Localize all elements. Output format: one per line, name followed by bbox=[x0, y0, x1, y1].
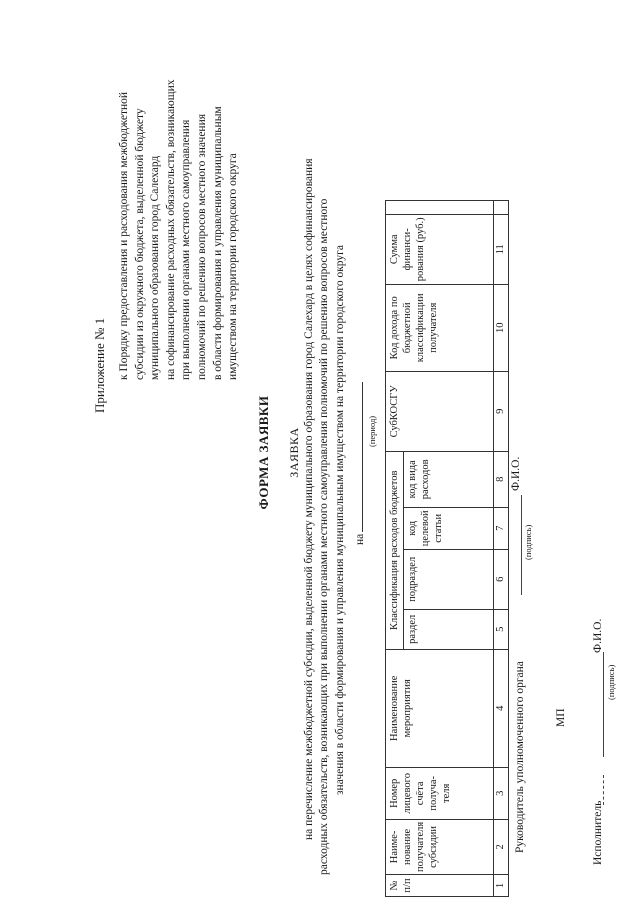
head-signature-label: Руководитель уполномоченного органа bbox=[514, 661, 526, 853]
header-target-code: код целевой статьи bbox=[404, 507, 494, 549]
head-fio: Ф.И.О. bbox=[510, 456, 522, 491]
appendix-line: в области формирования и управления муниципальным bbox=[211, 106, 224, 380]
column-number: 2 bbox=[494, 819, 509, 874]
header-recipient: Наиме-нование получателя субсидии bbox=[386, 819, 494, 874]
column-number: 1 bbox=[494, 875, 509, 897]
request-title: ЗАЯВКА bbox=[287, 427, 301, 478]
request-body-line: значения в области формирования и управления муниципальным имуществом на территории городского округа bbox=[333, 245, 346, 795]
column-number: 7 bbox=[494, 507, 509, 549]
period-blank-line bbox=[352, 382, 363, 532]
head-signature-note: (подпись) bbox=[523, 524, 533, 560]
period-note: (период) bbox=[367, 415, 377, 447]
table-extra-column bbox=[386, 200, 494, 214]
executor-fio: Ф.И.О. bbox=[592, 618, 604, 653]
column-number: 3 bbox=[494, 767, 509, 819]
appendix-line: субсидии из окружного бюджета, выделенной бюджету bbox=[133, 108, 146, 380]
request-body-line: расходных обязательств, возникающих при выполнении органами местного самоуправления полномочий по решению вопросов местного bbox=[318, 198, 331, 875]
period-field bbox=[350, 382, 368, 545]
header-expense-type: код вида расходов bbox=[404, 451, 494, 507]
appendix-line: муниципального образования город Салехард bbox=[149, 155, 162, 380]
executor-blank-line bbox=[603, 775, 604, 805]
header-number: № п/п bbox=[386, 875, 494, 897]
column-number: 6 bbox=[494, 549, 509, 609]
header-account: Номер лицевого счёта получа-теля bbox=[386, 767, 494, 819]
head-signature-line bbox=[521, 495, 522, 595]
header-subsection: подраздел bbox=[404, 549, 494, 609]
column-number: 9 bbox=[494, 371, 509, 451]
column-number: 8 bbox=[494, 451, 509, 507]
appendix-description bbox=[117, 20, 242, 380]
header-section: раздел bbox=[404, 609, 494, 649]
appendix-line: к Порядку предоставления и расходования межбюджетной bbox=[118, 91, 130, 380]
executor-label: Исполнитель bbox=[592, 800, 604, 865]
header-budget-classification: Классификация расходов бюджетов bbox=[386, 451, 404, 649]
column-number-blank bbox=[494, 200, 509, 214]
request-body bbox=[302, 15, 348, 875]
form-title: ФОРМА ЗАЯВКИ bbox=[256, 395, 271, 510]
budget-table bbox=[385, 200, 509, 897]
appendix-title: Приложение № 1 bbox=[92, 317, 107, 413]
appendix-line: имуществом на территории городского округа bbox=[227, 153, 240, 380]
appendix-line: при выполнении органами местного самоуправления bbox=[180, 119, 193, 380]
executor-signature-line bbox=[603, 652, 604, 757]
period-prefix: на bbox=[354, 533, 366, 545]
column-number: 10 bbox=[494, 284, 509, 371]
header-event-name: Наименование мероприятия bbox=[386, 649, 494, 767]
column-numbers-row bbox=[494, 200, 509, 896]
header-income-code: Код дохода по бюджетной классификации получателя bbox=[386, 284, 494, 371]
stamp-placeholder: МП bbox=[555, 708, 567, 727]
column-number: 4 bbox=[494, 649, 509, 767]
head-signature-block bbox=[510, 661, 528, 853]
appendix-line: на софинансирование расходных обязательств, возникающих bbox=[164, 79, 177, 380]
request-body-line: на перечисление межбюджетной субсидии, выделенной бюджету муниципального образования город Салехард в целях софинансирования bbox=[303, 158, 315, 840]
column-number: 5 bbox=[494, 609, 509, 649]
header-funding-amount: Сумма финанси-рования (руб.) bbox=[386, 214, 494, 284]
header-subkosgu: СубКОСГУ bbox=[386, 371, 494, 451]
appendix-line: полномочий по решению вопросов местного значения bbox=[195, 113, 208, 380]
executor-signature-note: (подпись) bbox=[606, 664, 616, 700]
column-number: 11 bbox=[494, 214, 509, 284]
